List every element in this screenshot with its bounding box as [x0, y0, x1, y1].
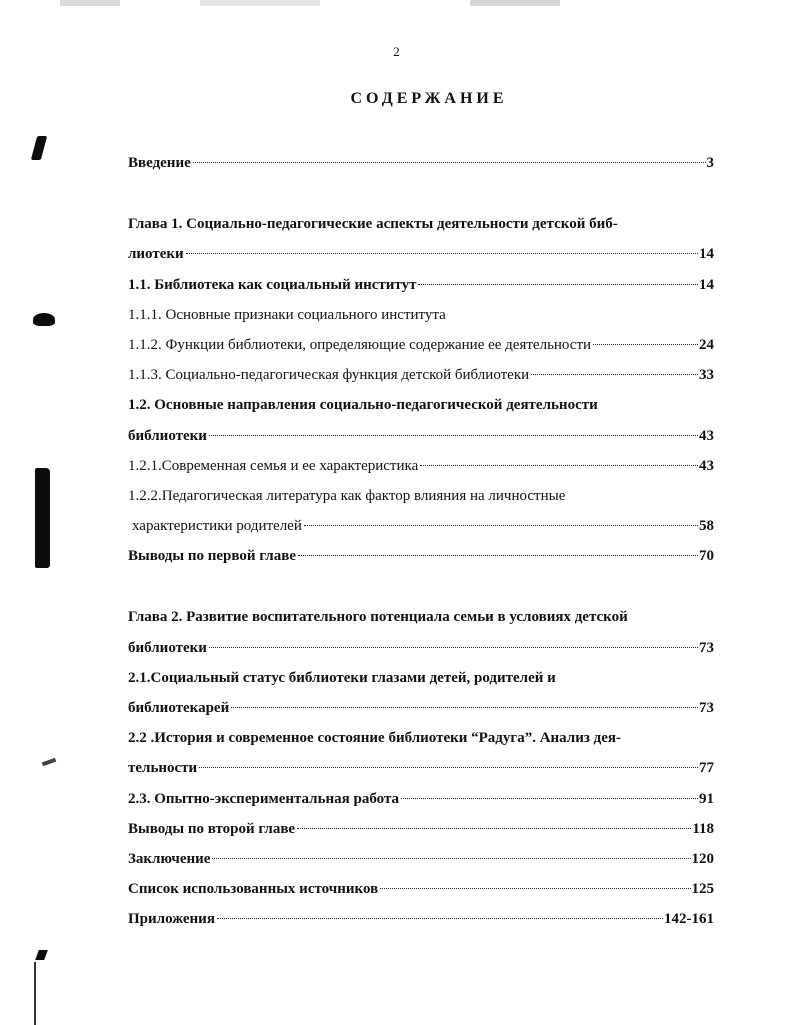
toc-entry-1-2-2-cont[interactable]: [128, 511, 714, 541]
dot-leader: [298, 555, 698, 556]
toc-entry-page: 73: [699, 639, 714, 656]
toc-entry-label: 1.1. Библиотека как социальный институт: [128, 276, 417, 293]
toc-entry-label: библиотеки: [128, 427, 207, 444]
toc-entry-page: 73: [699, 700, 714, 716]
scan-edge-line: [34, 962, 36, 1025]
dot-leader: [209, 435, 698, 436]
scan-mark: [33, 313, 55, 326]
page-number: 2: [393, 44, 400, 59]
toc-entry-page: 24: [699, 336, 714, 353]
toc-entry-label: 1.1.1. Основные признаки социального института: [128, 306, 446, 323]
toc-entry-2-1[interactable]: [128, 663, 714, 693]
toc-entry-chapter-1-cont[interactable]: [128, 239, 714, 269]
toc-entry-page: 43: [699, 427, 714, 444]
toc-entry-label: Заключение: [128, 850, 211, 867]
toc-entry-page: 91: [699, 790, 714, 807]
section-gap: [128, 571, 714, 602]
dot-leader: [217, 918, 663, 919]
page-title: СОДЕРЖАНИЕ: [350, 90, 508, 107]
toc-entry-1-1-3[interactable]: [128, 360, 714, 390]
toc-entry-label: 1.2.2.Педагогическая литература как фактор влияния на личностные: [128, 487, 566, 504]
dot-leader: [231, 707, 698, 708]
toc-entry-label: 1.1.2. Функции библиотеки, определяющие содержание ее деятельности: [128, 336, 592, 353]
toc-entry-label: Выводы по второй главе: [128, 820, 296, 837]
toc-entry-label: Глава 2. Развитие воспитательного потенциала семьи в условиях детской: [128, 609, 628, 626]
dot-leader: [420, 465, 698, 466]
toc-entry-label: Введение: [128, 155, 191, 171]
toc-entry-page: 33: [699, 367, 714, 384]
section-gap: [128, 178, 714, 209]
toc-entry-chapter-2[interactable]: [128, 602, 714, 632]
table-of-contents: [128, 148, 714, 935]
toc-entry-page: 58: [699, 518, 714, 535]
dot-leader: [380, 888, 690, 889]
toc-entry-label: 1.2.1.Современная семья и ее характеристика: [128, 457, 419, 474]
toc-entry-1-1[interactable]: [128, 270, 714, 300]
binding-hole-mark: [35, 468, 50, 568]
toc-entry-conclusions-1[interactable]: [128, 541, 714, 571]
dot-leader: [401, 798, 698, 799]
toc-entry-label: Список использованных источников: [128, 881, 379, 898]
toc-entry-chapter-1[interactable]: [128, 209, 714, 239]
toc-entry-label: библиотеки: [128, 639, 207, 656]
toc-entry-2-2[interactable]: [128, 723, 714, 753]
toc-entry-label: 2.1.Социальный статус библиотеки глазами детей, родителей и: [128, 669, 556, 686]
toc-entry-page: 14: [699, 246, 714, 263]
toc-entry-conclusions-2[interactable]: [128, 814, 714, 844]
toc-entry-page: 142-161: [664, 911, 714, 928]
dot-leader: [186, 253, 698, 254]
dot-leader: [531, 374, 698, 375]
toc-entry-2-3[interactable]: [128, 784, 714, 814]
toc-entry-page: 14: [699, 276, 714, 293]
toc-entry-2-2-cont[interactable]: [128, 753, 714, 783]
dot-leader: [297, 828, 691, 829]
toc-entry-references[interactable]: [128, 874, 714, 904]
toc-entry-label: лиотеки: [128, 246, 184, 263]
scan-mark: [35, 950, 48, 960]
scan-mark: [42, 758, 57, 767]
dot-leader: [212, 858, 690, 859]
toc-entry-page: 125: [691, 881, 714, 898]
toc-entry-label: Приложения: [128, 911, 215, 928]
toc-entry-label: тельности: [128, 760, 198, 777]
toc-entry-label: 1.2. Основные направления социально-педагогической деятельности: [128, 397, 598, 414]
toc-entry-page: 70: [699, 548, 714, 565]
scan-mark: [31, 136, 47, 160]
toc-entry-2-1-cont[interactable]: [128, 693, 714, 723]
dot-leader: [209, 647, 698, 648]
toc-entry-page: 43: [699, 457, 714, 474]
toc-entry-conclusion[interactable]: [128, 844, 714, 874]
dot-leader: [418, 284, 698, 285]
toc-entry-label: Выводы по первой главе: [128, 548, 296, 565]
dot-leader: [593, 344, 698, 345]
toc-entry-page: 77: [699, 760, 714, 777]
toc-entry-label: Глава 1. Социально-педагогические аспекты деятельности детской биб-: [128, 216, 618, 233]
toc-entry-1-1-1[interactable]: [128, 300, 714, 330]
toc-entry-appendices[interactable]: [128, 904, 714, 934]
toc-entry-page: 118: [692, 820, 714, 837]
toc-entry-1-2[interactable]: [128, 390, 714, 420]
toc-entry-label: 1.1.3. Социально-педагогическая функция детской библиотеки: [128, 367, 530, 384]
toc-entry-1-2-cont[interactable]: [128, 421, 714, 451]
dot-leader: [199, 767, 698, 768]
scan-edge-artifact: [0, 0, 793, 6]
toc-entry-1-2-1[interactable]: [128, 451, 714, 481]
toc-entry-page: 3: [706, 155, 714, 171]
dot-leader: [193, 162, 706, 163]
toc-entry-page: 120: [691, 850, 714, 867]
toc-entry-label: библиотекарей: [128, 700, 230, 716]
toc-entry-chapter-2-cont[interactable]: [128, 633, 714, 663]
toc-entry-introduction[interactable]: [128, 148, 714, 178]
toc-entry-label: характеристики родителей: [132, 518, 302, 535]
toc-entry-1-1-2[interactable]: [128, 330, 714, 360]
toc-entry-label: 2.3. Опытно-экспериментальная работа: [128, 790, 400, 807]
dot-leader: [304, 525, 698, 526]
toc-entry-label: 2.2 .История и современное состояние библиотеки “Радуга”. Анализ дея-: [128, 730, 622, 747]
toc-entry-1-2-2[interactable]: [128, 481, 714, 511]
